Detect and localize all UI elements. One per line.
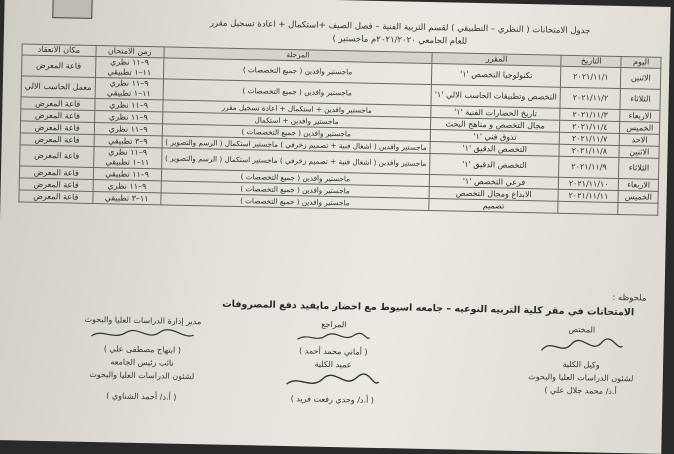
sig-left-name: ( ابتهاج مصطفى علي ) [103, 344, 181, 355]
signature-block-left [56, 312, 228, 405]
cell-place: قاعة المعرض [19, 166, 93, 180]
cell-day: الخميس [618, 190, 658, 203]
cell-stage: ماجستير وافدين ( جميع التخصصات ) [163, 79, 432, 106]
cell-stage: ماجستير وافدين ( جميع التخصصات ) [161, 181, 430, 199]
cell-time: ٩–٣ تطبيقي [94, 134, 162, 147]
sig-right-title: المختص [568, 324, 596, 335]
cell-place: قاعة المعرض [20, 145, 94, 168]
cell-stage: ماجستير وافدين ( جميع التخصصات ) [161, 169, 430, 187]
cell-stage: ماجستير وافدين ( جميع التخصصات ) [162, 124, 431, 142]
cell-course: التخصص وتطبيقات الحاسب الالي '١' [431, 85, 560, 109]
cell-time: ٩–١١ نظري [94, 122, 162, 135]
cell-time: ٩–١١ نظري [94, 110, 162, 123]
cell-course: تذوق فني '١' [430, 130, 559, 145]
heading-line-2: للعام الجامعي ٢٠٢١/٢٠٢٠م ماجستير ) [332, 33, 468, 47]
cell-course: مجال التخصص و مناهج البحث [431, 118, 560, 133]
header-course: المقرر [432, 53, 561, 67]
handwritten-signature [282, 370, 382, 394]
cell-date [558, 201, 619, 214]
cell-stage: ماجستير وافدين + استكمال [162, 112, 431, 130]
sig-center-dean: ( أ.د/ وجدي رفعت فريد ) [290, 394, 375, 405]
cell-day: الاربعاء [619, 178, 659, 191]
header-stage: المرحلة [164, 47, 433, 64]
cell-date: ٢٠٢١/١١/٨ [559, 144, 620, 157]
sig-center-role: عميد الكلية [314, 359, 352, 370]
cell-place: قاعة المعرض [19, 178, 93, 192]
cell-place: قاعة المعرض [20, 133, 94, 147]
cell-course: فرعي التخصص '١' [429, 175, 558, 190]
sig-right-name: أ.د/ محمد جلال علي ) [544, 385, 617, 396]
cell-day: الثلاثاء [620, 88, 660, 110]
sig-left-title: مدير إدارة الدراسات العليا والبحوث [84, 314, 202, 327]
cell-date: ٢٠٢١/١١/١١ [558, 189, 619, 202]
cell-course: تكنولوجيا التخصص '١' [431, 64, 560, 88]
cell-day: الاثنين [619, 145, 659, 158]
cell-day: الخميس [620, 121, 660, 134]
cell-date: ٢٠٢١/١١/١٠ [558, 177, 619, 190]
cell-stage: ماجستير وافدين ( اشغال فنية + تصميم زخرفي ) ماجستير استكمال ( الرسم والتصوير ) [162, 136, 431, 154]
cell-time: ٩–١١ تطبيقي [93, 167, 161, 180]
sig-center-name: ( أماني محمد أحمد ) [298, 346, 368, 357]
notes-text: الامتحانات في مقر كلية التربيه النوعيه – جامعه اسيوط مع احضار مايفيد دفع المصروفات [222, 298, 635, 319]
cell-time: ٩–١١ نظري ١١–١ تطبيقي [95, 56, 163, 78]
cell-date: ٢٠٢١/١١/٩ [559, 156, 620, 178]
cell-place: معمل الحاسب الالي [21, 76, 95, 99]
cell-date: ٢٠٢١/١١/١ [561, 66, 622, 88]
cell-time: ٩–١١ نظري [93, 179, 161, 192]
cell-day: الثلاثاء [619, 157, 659, 179]
cell-place: قاعة المعرض [22, 55, 96, 78]
heading-line-1: جدول الامتحانات ( النظري – التطبيقي ) لقسم التربية الفنية – فصل الصيف +استكمال + اعادة تسجيل مقرر [209, 18, 591, 37]
cell-course: التخصص الدقيق '١' [430, 154, 559, 178]
signature-block-center [262, 317, 404, 408]
header-time: زمن الامتحان [96, 45, 164, 57]
signature-block-right [520, 322, 642, 398]
handwritten-signature [536, 335, 626, 359]
cell-stage: ماجستير وافدين ( جميع التخصصات ) [163, 58, 432, 85]
cell-day: الاربعاء [620, 109, 660, 122]
cell-day [618, 202, 658, 215]
notes-label: ملحوظه : [612, 292, 647, 304]
cell-time: ٩–١١ نظري ١١–١ تطبيقي [93, 146, 161, 168]
sig-left-vp: ( أ.د/ أحمد الشناوي ) [106, 391, 177, 402]
sig-center-title: المراجع [321, 319, 347, 330]
cell-time: ٩–١١ نظري [94, 98, 162, 111]
cell-place: قاعة المعرض [21, 97, 95, 111]
header-place: مكان الانعقاد [22, 44, 96, 57]
cell-stage: ماجستير وافدين ( اشغال فنية + تصميم زخرفي ) ماجستير استكمال ( الرسم والتصوير ) [161, 148, 430, 175]
cell-date: ٢٠٢١/١١/٢ [560, 87, 621, 109]
cell-course: تاريخ الحضارات الفنية '١' [431, 106, 560, 121]
stamp-box [52, 0, 92, 19]
sig-left-role1: نائب رئيس الجامعه [110, 357, 174, 368]
cell-course: التخصص الدقيق '١' [430, 142, 559, 157]
cell-course: تصميم [429, 199, 558, 214]
cell-place: قاعة المعرض [21, 109, 95, 123]
cell-time: ١١–٣ تطبيقي [93, 191, 161, 204]
cell-date: ٢٠٢١/١١/٧ [559, 132, 620, 145]
cell-day: الاثنين [621, 68, 661, 90]
sig-left-role2: لشئون الدراسات العليا والبحوث [89, 369, 195, 382]
cell-stage: ماجستير وافدين ( جميع التخصصات ) [161, 193, 430, 211]
sig-right-line2: وكيل الكلية [562, 359, 600, 370]
cell-time: ٩–١١ نظري ١١–١ تطبيقي [95, 77, 163, 99]
cell-place: قاعة المعرض [19, 190, 93, 204]
cell-date: ٢٠٢١/١١/٤ [560, 120, 621, 133]
cell-date: ٢٠٢١/١١/٣ [560, 108, 621, 121]
cell-day: الاحد [620, 133, 660, 146]
cell-stage: ماجستير وافدين + استكمال + اعادة تسجيل مقرر [162, 100, 431, 118]
header-day: اليوم [621, 57, 661, 69]
cell-place: قاعة المعرض [20, 121, 94, 135]
exam-schedule-table [18, 43, 661, 215]
cell-course: الابداع ومجال التخصص [429, 187, 558, 202]
sig-right-line3: لشئون الدراسات العليا والبحوث [528, 372, 634, 384]
header-date: التاريخ [561, 55, 622, 67]
